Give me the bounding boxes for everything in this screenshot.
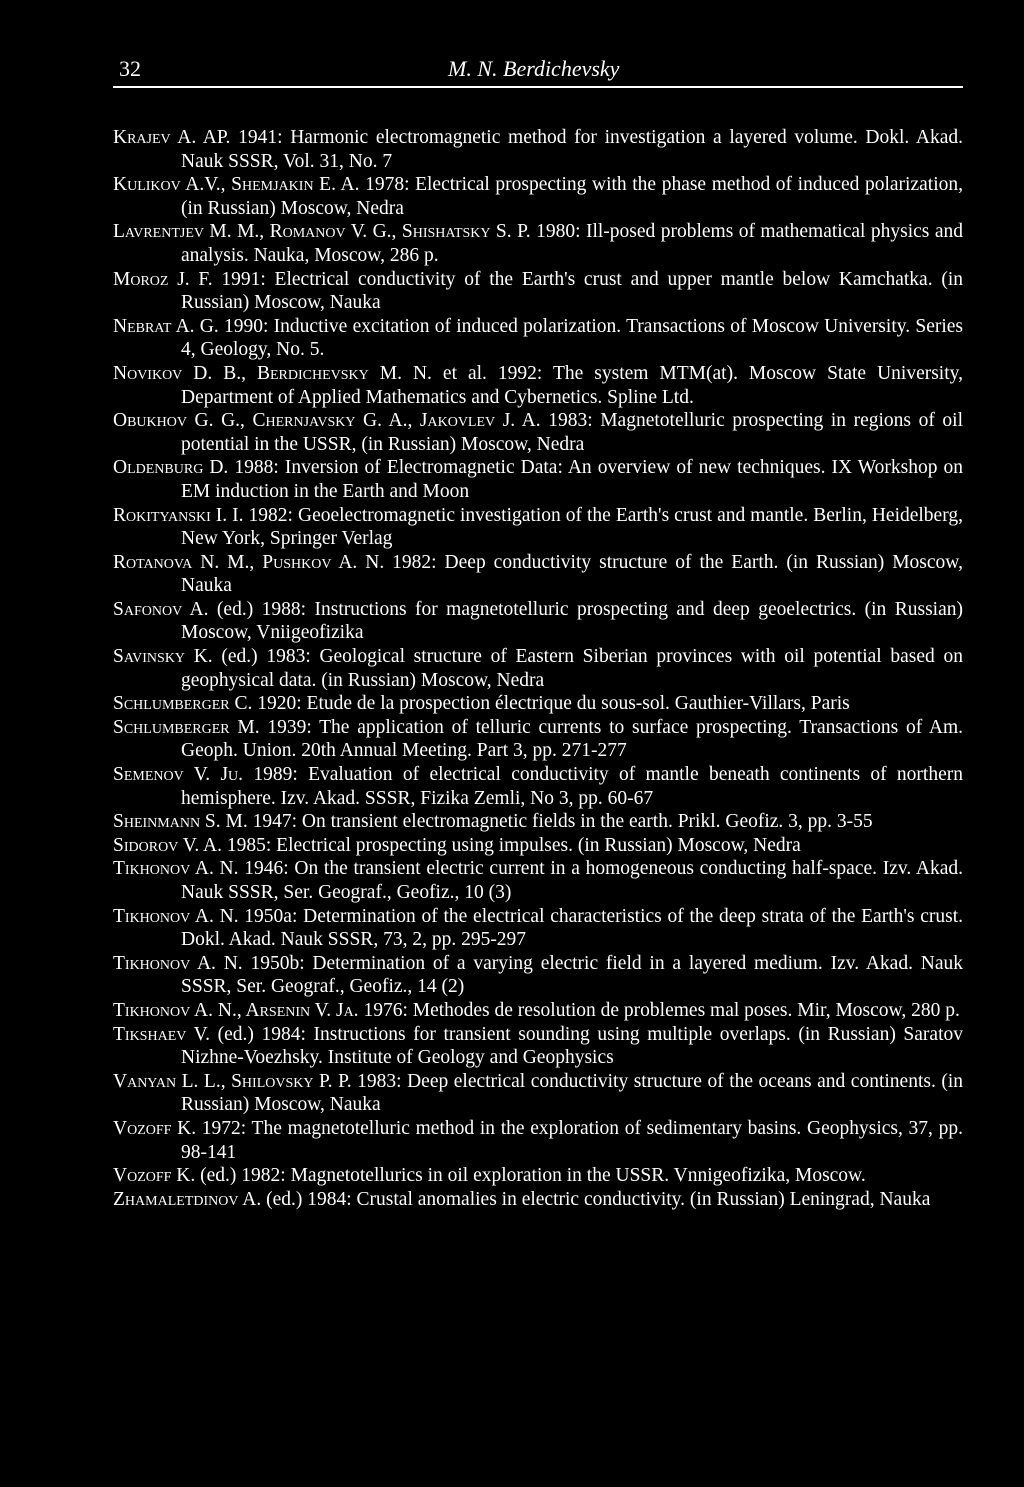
reference-entry — [113, 1117, 963, 1164]
running-head: M. N. Berdichevsky — [448, 56, 620, 81]
reference-authors: Schlumberger C. — [113, 693, 253, 715]
page — [113, 52, 963, 1211]
reference-entry — [113, 456, 963, 503]
reference-entry — [113, 409, 963, 456]
reference-text: (ed.) 1982: Magnetotellurics in oil exploration in the USSR. Vnnigeofizika, Moscow. — [195, 1165, 866, 1187]
reference-entry — [113, 763, 963, 810]
reference-entry — [113, 220, 963, 267]
reference-text: 1939: The application of telluric currents to surface prospecting. Transactions of Am. Geoph. Union. 20th Annual Meeting. Part 3, pp. 271-277 — [181, 716, 963, 762]
reference-authors: Nebrat A. G. — [113, 315, 219, 337]
reference-authors: Tikhonov A. N. — [113, 858, 239, 880]
reference-entry — [113, 598, 963, 645]
reference-authors: Tikhonov A. N., Arsenin V. Ja. — [113, 999, 359, 1021]
reference-text: 1950b: Determination of a varying electric field in a layered medium. Izv. Akad. Nauk SSSR, Ser. Geograf., Geofiz., 14 (2) — [181, 952, 963, 998]
reference-text: (ed.) 1988: Instructions for magnetotelluric prospecting and deep geoelectrics. (in Russian) Moscow, Vniigeofizika — [181, 598, 963, 644]
reference-text: 1980: Ill-posed problems of mathematical physics and analysis. Nauka, Moscow, 286 p. — [181, 221, 963, 266]
reference-text: 1976: Methodes de resolution de problemes mal poses. Mir, Moscow, 280 p. — [358, 999, 960, 1021]
reference-text: 1947: On transient electromagnetic fields in the earth. Prikl. Geofiz. 3, pp. 3-55 — [247, 811, 873, 833]
reference-entry — [113, 834, 963, 858]
reference-authors: Safonov A. — [113, 598, 209, 620]
reference-entry — [113, 362, 963, 409]
reference-entry — [113, 1070, 963, 1117]
reference-text: (ed.) 1984: Crustal anomalies in electric conductivity. (in Russian) Leningrad, Nauka — [261, 1188, 931, 1210]
reference-authors: Obukhov G. G., Chernjavsky G. A., Jakovlev J. A. — [113, 410, 541, 432]
reference-entry — [113, 551, 963, 598]
reference-authors: Savinsky K. — [113, 646, 213, 668]
reference-entry — [113, 268, 963, 315]
reference-entry — [113, 692, 963, 716]
reference-entry — [113, 1188, 963, 1212]
reference-authors: Vanyan L. L., Shilovsky P. P. — [113, 1070, 352, 1092]
reference-entry — [113, 716, 963, 763]
reference-authors: Sheinmann S. M. — [113, 811, 248, 833]
reference-entry — [113, 857, 963, 904]
reference-authors: Vozoff K. — [113, 1165, 196, 1187]
reference-text: et al. 1992: The system MTM(at). Moscow State University, Department of Applied Mathematics and Cybernetics. Spline Ltd. — [181, 362, 964, 408]
reference-entry — [113, 905, 963, 952]
reference-authors: Oldenburg D. — [113, 457, 229, 479]
reference-authors: Tikhonov A. N. — [113, 905, 239, 927]
reference-text: 1985: Electrical prospecting using impulses. (in Russian) Moscow, Nedra — [222, 834, 801, 856]
reference-authors: Rotanova N. M., Pushkov A. N. — [113, 551, 385, 573]
reference-text: 1920: Etude de la prospection électrique du sous-sol. Gauthier-Villars, Paris — [252, 693, 850, 715]
reference-authors: Lavrentjev M. M., Romanov V. G., Shishatsky S. P. — [113, 221, 531, 243]
reference-text: (ed.) 1984: Instructions for transient sounding using multiple overlaps. (in Russian) Saratov Nizhne-Voezhsky. Institute of Geology and Geophysics — [181, 1023, 963, 1069]
reference-authors: Sidorov V. A. — [113, 834, 223, 856]
reference-authors: Krajev A. AP. — [113, 127, 231, 148]
reference-entry — [113, 1164, 963, 1188]
reference-entry — [113, 999, 963, 1023]
reference-text: 1946: On the transient electric current in a homogeneous conducting half-space. Izv. Akad. Nauk SSSR, Ser. Geograf., Geofiz., 10 (3) — [181, 858, 963, 903]
reference-text: (ed.) 1983: Geological structure of Eastern Siberian provinces with oil potential based on geophysical data. (in Russian) Moscow, Nedra — [181, 646, 963, 691]
reference-entry — [113, 173, 963, 220]
reference-authors: Kulikov A.V., Shemjakin E. A. — [113, 174, 360, 196]
reference-authors: Rokityanski I. I. — [113, 504, 244, 526]
reference-text: 1989: Evaluation of electrical conductivity of mantle beneath continents of northern hemisphere. Izv. Akad. SSSR, Fizika Zemli, No 3, pp. 60-67 — [181, 764, 963, 809]
reference-entry — [113, 952, 963, 999]
reference-authors: Tikhonov A. N. — [113, 952, 243, 974]
page-header — [113, 52, 963, 88]
reference-authors: Zhamaletdinov A. — [113, 1188, 262, 1210]
reference-text: 1982: Deep conductivity structure of the Earth. (in Russian) Moscow, Nauka — [181, 551, 963, 597]
reference-authors: Schlumberger M. — [113, 716, 260, 738]
reference-text: 1978: Electrical prospecting with the phase method of induced polarization, (in Russian) Moscow, Nedra — [181, 174, 963, 219]
reference-entry — [113, 645, 963, 692]
reference-text: 1991: Electrical conductivity of the Earth's crust and upper mantle below Kamchatka. (in Russian) Moscow, Nauka — [181, 268, 964, 314]
reference-text: 1990: Inductive excitation of induced polarization. Transactions of Moscow University. Series 4, Geology, No. 5. — [181, 315, 963, 361]
reference-entry — [113, 504, 963, 551]
reference-authors: Moroz J. F. — [113, 268, 213, 290]
reference-entry — [113, 126, 963, 173]
reference-text: 1941: Harmonic electromagnetic method for investigation a layered volume. Dokl. Akad. Nauk SSSR, Vol. 31, No. 7 — [181, 127, 963, 172]
reference-text: 1950a: Determination of the electrical characteristics of the deep strata of the Earth's crust. Dokl. Akad. Nauk SSSR, 73, 2, pp. 295-297 — [181, 905, 963, 951]
reference-text: 1972: The magnetotelluric method in the exploration of sedimentary basins. Geophysics, 37, pp. 98-141 — [181, 1117, 963, 1163]
reference-authors: Tikshaev V. — [113, 1023, 211, 1045]
reference-entry — [113, 315, 963, 362]
reference-text: 1982: Geoelectromagnetic investigation of the Earth's crust and mantle. Berlin, Heidelberg, New York, Springer Verlag — [181, 504, 963, 550]
reference-entry — [113, 1023, 963, 1070]
reference-authors: Novikov D. B., Berdichevsky M. N. — [113, 362, 432, 384]
reference-list — [113, 126, 963, 1211]
reference-authors: Semenov V. Ju. — [113, 764, 244, 786]
reference-authors: Vozoff K. — [113, 1117, 197, 1139]
reference-text: 1983: Magnetotelluric prospecting in regions of oil potential in the USSR, (in Russian) Moscow, Nedra — [181, 410, 963, 455]
page-number: 32 — [119, 56, 141, 81]
reference-text: 1983: Deep electrical conductivity structure of the oceans and continents. (in Russian) Moscow, Nauka — [181, 1070, 963, 1116]
reference-text: 1988: Inversion of Electromagnetic Data: An overview of new techniques. IX Workshop on EM induction in the Earth and Moon — [181, 457, 963, 502]
reference-entry — [113, 810, 963, 834]
